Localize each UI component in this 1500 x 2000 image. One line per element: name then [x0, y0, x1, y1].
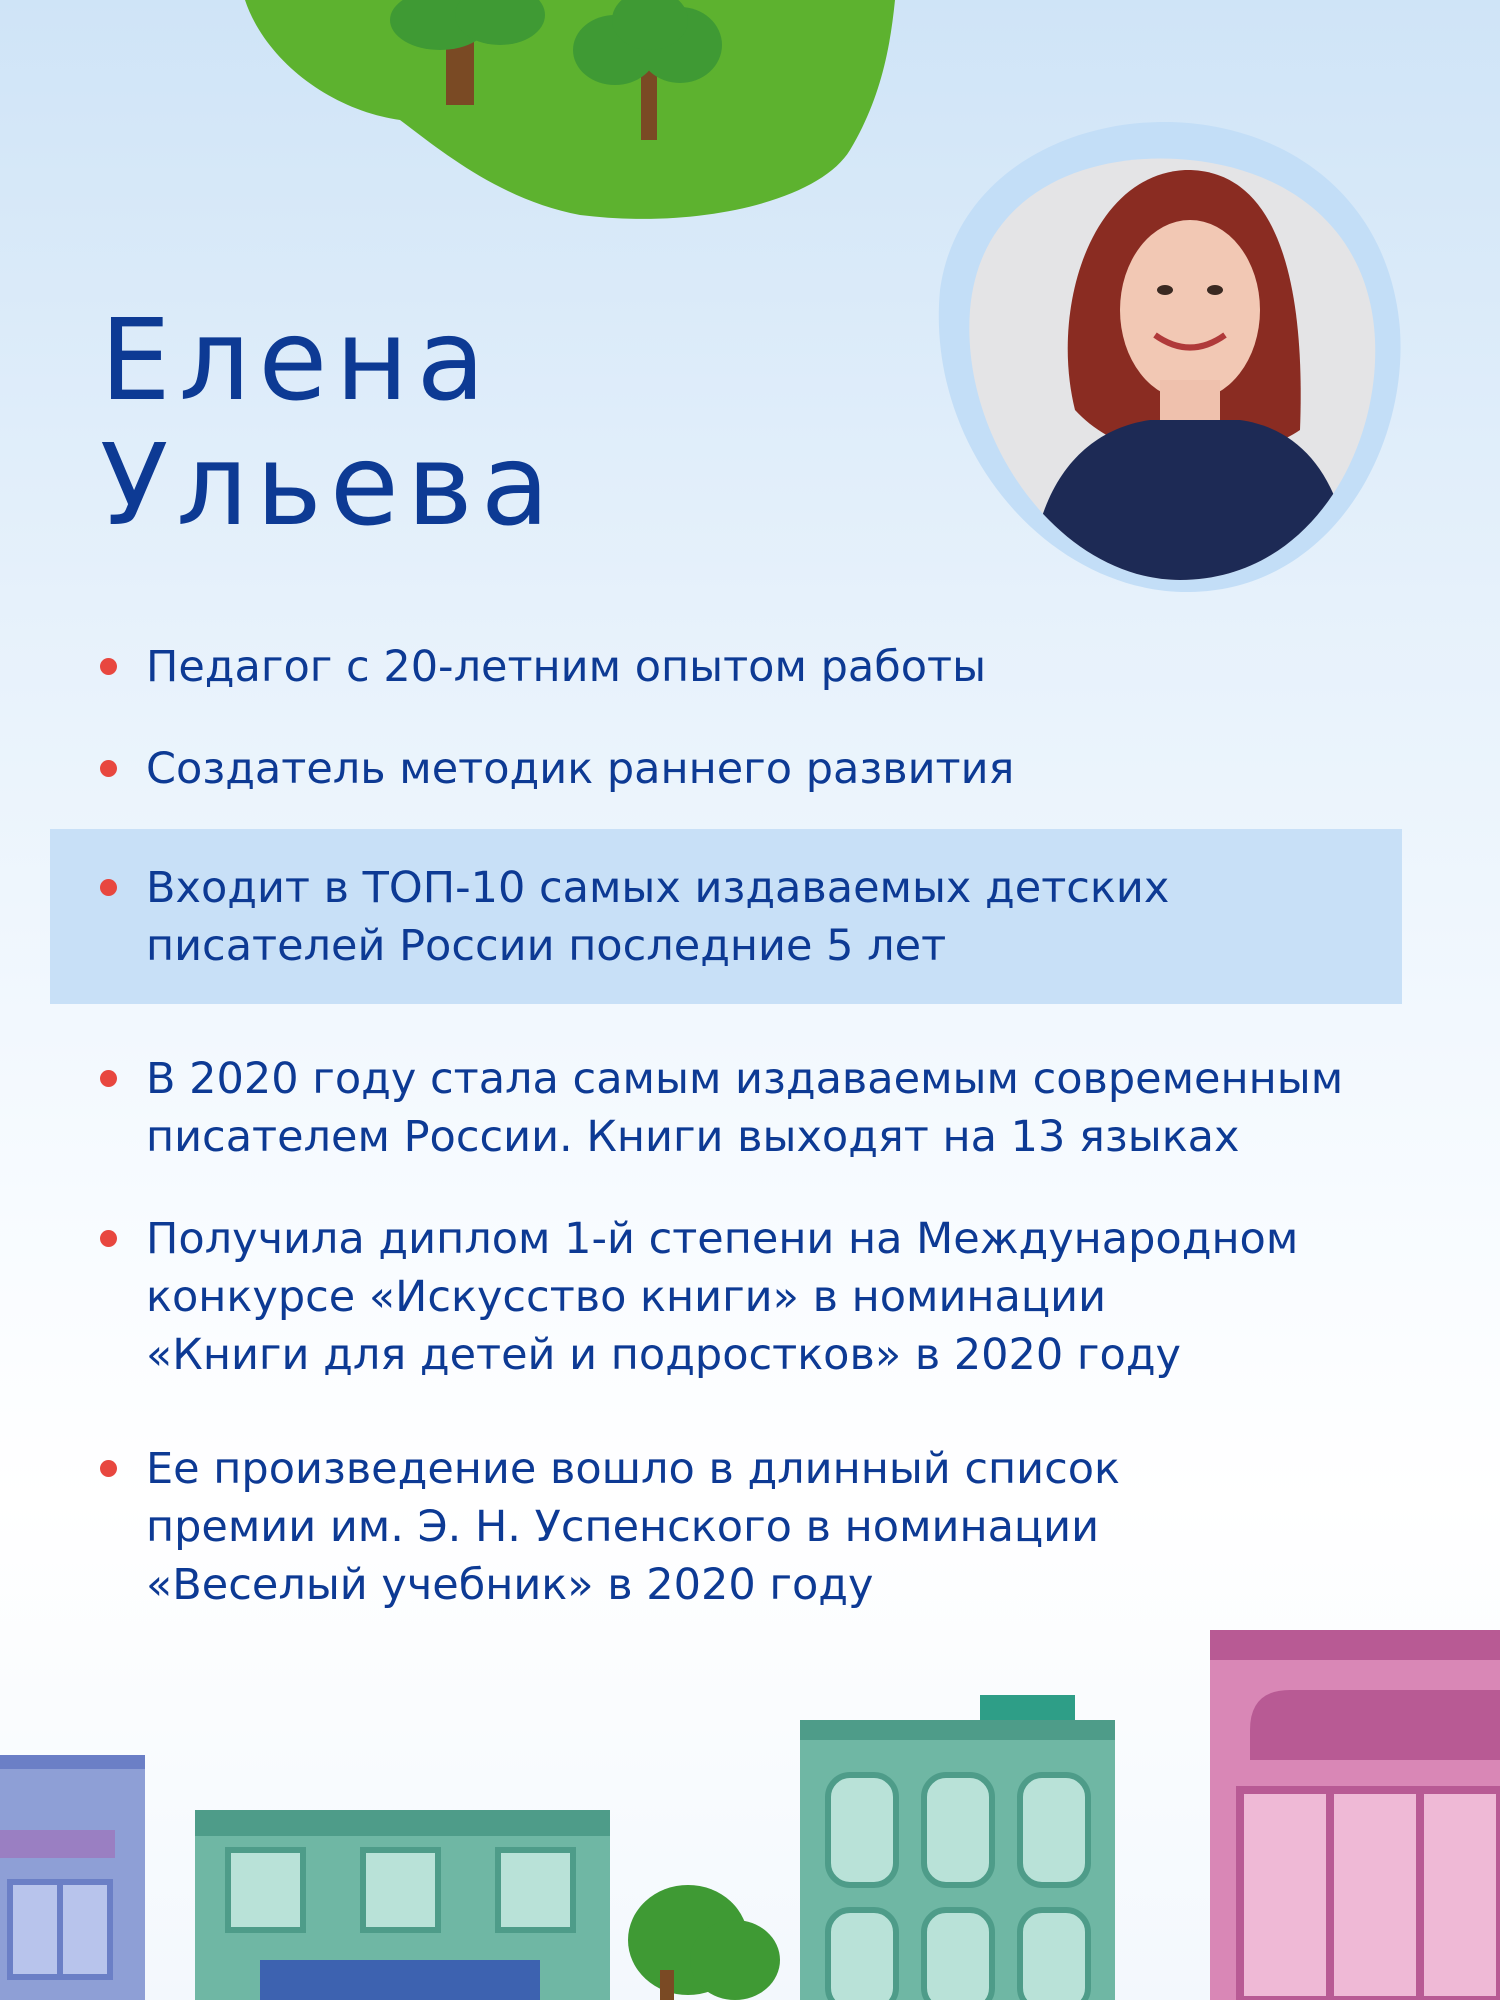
building-icon [195, 1810, 610, 2000]
name-last: Ульева [100, 421, 558, 551]
city-illustration [0, 1620, 1500, 2000]
list-item-text: Создатель методик раннего развития [146, 744, 1015, 794]
bullet-dot [100, 1230, 117, 1247]
bullet-dot [100, 879, 117, 896]
bullet-dot [100, 760, 117, 777]
portrait-photo [910, 110, 1410, 600]
list-item-text: Педагог с 20-летним опытом работы [146, 642, 987, 692]
green-hill [245, 0, 895, 219]
bullet-dot [100, 1070, 117, 1087]
name-first: Елена [100, 296, 494, 426]
building-icon [0, 1755, 145, 2000]
list-item-text: В 2020 году стала самым издаваемым современным писателем России. Книги выходят на 13 языках [146, 1054, 1344, 1162]
tree-icon [628, 1885, 780, 2000]
list-item-text: Входит в ТОП-10 самых издаваемых детских писателей России последние 5 лет [146, 863, 1170, 971]
building-icon [800, 1695, 1115, 2000]
building-icon [1210, 1630, 1500, 2000]
list-item-text: Ее произведение вошло в длинный список премии им. Э. Н. Успенского в номинации «Веселый учебник» в 2020 году [146, 1444, 1121, 1610]
list-item-text: Получила диплом 1-й степени на Международном конкурсе «Искусство книги» в номинации «Книги для детей и подростков» в 2020 году [146, 1214, 1299, 1380]
bullet-dot [100, 1460, 117, 1477]
bullet-dot [100, 658, 117, 675]
